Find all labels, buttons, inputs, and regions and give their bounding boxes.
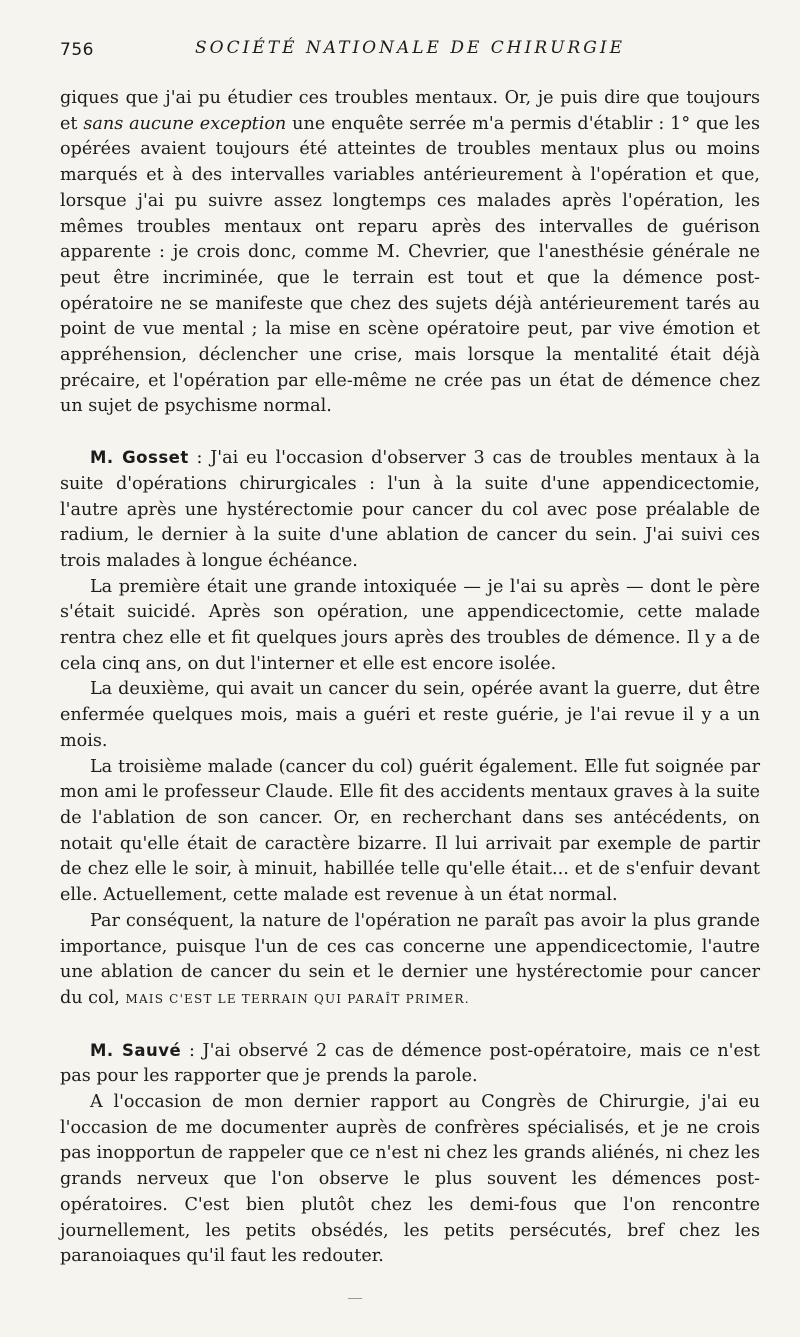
paragraph-text: giques que j'ai pu étudier ces troubles mentaux. Or, je puis dire que toujours et	[60, 88, 760, 134]
paragraph-first-case: La première était une grande intoxiquée — je l'ai su après — dont le père s'était suicidé. Après son opération, une appendicectomie, cette malade rentra chez elle et fit quelques jours après des troubles de démence. Il y a de cela cinq ans, on dut l'interner et elle est encore isolée.	[60, 576, 760, 674]
paragraph-sauve	[60, 1038, 760, 1090]
paragraph-conclusion	[60, 909, 760, 1013]
paragraph-third-case: La troisième malade (cancer du col) guérit également. Elle fut soignée par mon ami le professeur Claude. Elle fit des accidents mentaux graves à la suite de l'ablation de son cancer. Or, en recherchant dans ses antécédents, on notait qu'elle était de caractère bizarre. Il lui arrivait par exemple de partir de chez elle le soir, à minuit, habillée telle qu'elle était... et de s'enfuir devant elle. Actuellement, cette malade est revenue à un état normal.	[60, 756, 760, 906]
page-header	[60, 36, 760, 68]
paragraph-gosset	[60, 445, 760, 575]
paragraph-second-case: La deuxième, qui avait un cancer du sein, opérée avant la guerre, dut être enfermée quelques mois, mais a guéri et reste guérie, je l'ai revue il y a un mois.	[60, 679, 760, 751]
page-number: 756	[60, 40, 94, 60]
page-bottom-mark	[348, 1298, 362, 1299]
speaker-name: M. Sauvé	[90, 1040, 182, 1060]
document-page	[60, 36, 760, 1270]
paragraph-congress: A l'occasion de mon dernier rapport au Congrès de Chirurgie, j'ai eu l'occasion de me documenter auprès de confrères spécialisés, et je ne crois pas inopportun de rappeler que ce n'est ni chez les grands aliénés, ni chez les grands nerveux que l'on observe le plus souvent les démences post-opératoires. C'est bien plutôt chez les demi-fous que l'on rencontre journellement, les petits obsédés, les petits persécutés, bref chez les paranoiaques qu'il faut les redouter.	[60, 1092, 760, 1267]
paragraph-text: une enquête serrée m'a permis d'établir : 1° que les opérées avaient toujours été atteintes de troubles mentaux plus ou moins marqués et à des intervalles variables antérieurement à l'opération et que, lorsque j'ai pu suivre assez longtemps ces malades après l'opération, les mêmes troubles mentaux ont reparu après des intervalles de guérison apparente : je crois donc, comme M. Chevrier, que l'anesthésie générale ne peut être incriminée, que le terrain est tout et que la démence post-opératoire ne se manifeste que chez des sujets déjà antérieurement tarés au point de vue mental ; la mise en scène opératoire peut, par vive émotion et appréhension, déclencher une crise, mais lorsque la mentalité était déjà précaire, et l'opération par elle-même ne crée pas un état de démence chez un sujet de psychisme normal.	[60, 113, 760, 417]
emphasis-text: sans aucune exception	[83, 113, 287, 134]
paragraph-text: : J'ai observé 2 cas de démence post-opératoire, mais ce n'est pas pour les rapporter que je prends la parole.	[60, 1040, 760, 1087]
running-title: SOCIÉTÉ NATIONALE DE CHIRURGIE	[195, 38, 625, 58]
paragraph-text: Par conséquent, la nature de l'opération ne paraît pas avoir la plus grande importance, puisque l'un de ces cas concerne une appendicectomie, l'autre une ablation de cancer du sein et le dernier une hystérectomie pour cancer du col,	[60, 910, 760, 1008]
small-caps-text: MAIS C'EST LE TERRAIN QUI PARAÎT PRIMER.	[125, 991, 470, 1006]
paragraph-continuation	[60, 86, 760, 420]
paragraph-text: : J'ai eu l'occasion d'observer 3 cas de troubles mentaux à la suite d'opérations chirurgicales : l'un à la suite d'une appendicectomie, l'autre après une hystérectomie pour cancer du col avec pose préalable de radium, le dernier à la suite d'une ablation de cancer du sein. J'ai suivi ces trois malades à longue échéance.	[60, 448, 761, 571]
speaker-name: M. Gosset	[90, 448, 189, 468]
